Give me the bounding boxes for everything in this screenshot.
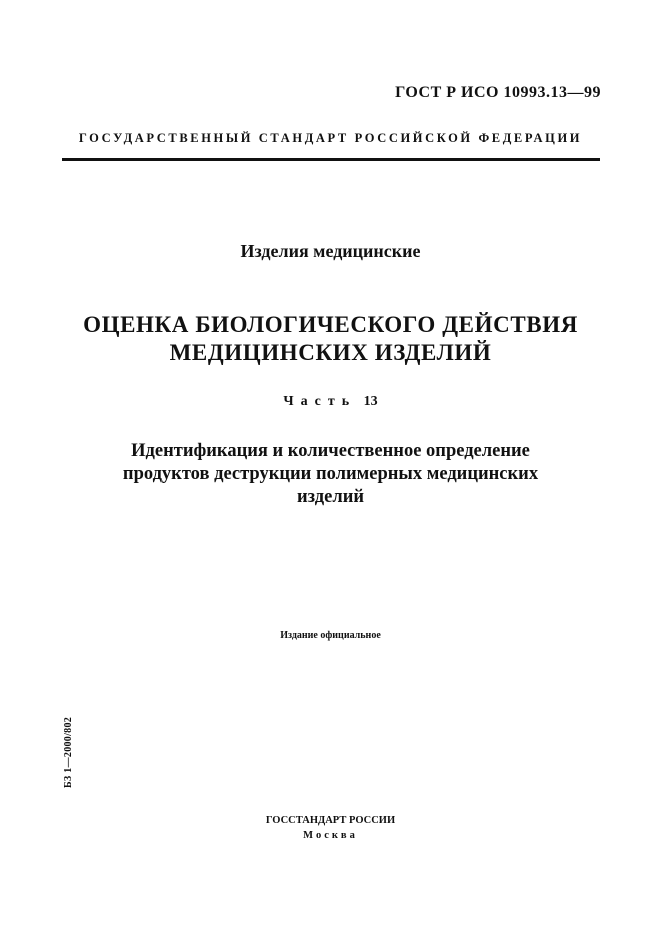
main-title xyxy=(0,311,661,367)
city: Москва xyxy=(303,830,358,841)
category-title: Изделия медицинские xyxy=(240,241,421,261)
subtitle-line-1: Идентификация и количественное определение xyxy=(131,441,530,461)
publisher: ГОССТАНДАРТ РОССИИ xyxy=(265,815,396,826)
subtitle-line-2: продуктов деструкции полимерных медицинских xyxy=(122,464,539,484)
state-standard-heading: ГОСУДАРСТВЕННЫЙ СТАНДАРТ РОССИЙСКОЙ ФЕДЕРАЦИИ xyxy=(78,131,583,145)
main-title-line-1: ОЦЕНКА БИОЛОГИЧЕСКОГО ДЕЙСТВИЯ xyxy=(83,312,578,337)
document-number: ГОСТ Р ИСО 10993.13—99 xyxy=(395,84,601,101)
edition-label: Издание официальное xyxy=(280,630,381,641)
subtitle xyxy=(0,440,661,509)
main-title-line-2: МЕДИЦИНСКИХ ИЗДЕЛИЙ xyxy=(169,340,492,365)
subtitle-line-3: изделий xyxy=(296,487,365,507)
side-code: БЗ 1—2000/802 xyxy=(63,716,74,788)
part-label: Часть xyxy=(283,394,357,409)
header-divider xyxy=(62,158,600,161)
part-heading xyxy=(0,394,661,410)
part-number: 13 xyxy=(363,394,378,409)
